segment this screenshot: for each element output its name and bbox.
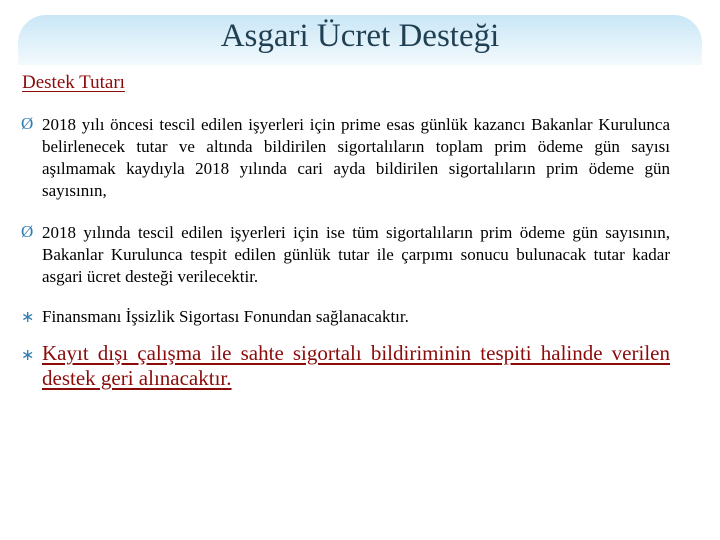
arrow-bullet-icon: Ø — [21, 114, 34, 133]
list-item — [42, 306, 670, 328]
asterisk-bullet-icon: ∗ — [21, 345, 35, 364]
arrow-bullet-icon: Ø — [21, 222, 34, 241]
list-item — [42, 114, 670, 202]
list-item-text: Finansmanı İşsizlik Sigortası Fonundan sağlanacaktır. — [42, 307, 409, 326]
page-title: Asgari Ücret Desteği — [220, 18, 500, 54]
list-item-text: 2018 yılı öncesi tescil edilen işyerleri için prime esas günlük kazancı Bakanlar Kurulunca belirlenecek tutar ve altında bildirilen sigortalıların toplam prim ödeme gün sayısı aşılmamak kaydıyla 2018 yılında cari ayda bildirilen sigortalıların prim ödeme gün sayısının, — [42, 115, 670, 200]
list-item — [42, 222, 670, 288]
asterisk-bullet-icon: ∗ — [21, 307, 35, 326]
list-item-text: Kayıt dışı çalışma ile sahte sigortalı bildiriminin tespiti halinde verilen destek geri alınacaktır. — [42, 341, 670, 390]
list-item — [42, 341, 670, 391]
section-subtitle: Destek Tutarı — [22, 72, 125, 93]
list-item-text: 2018 yılında tescil edilen işyerleri için ise tüm sigortalıların prim ödeme gün sayısının, Bakanlar Kurulunca tespit edilen günlük tutar ile çarpımı sonucu bulunacak tutar kadar asgari ücret desteği verilecektir. — [42, 223, 670, 286]
